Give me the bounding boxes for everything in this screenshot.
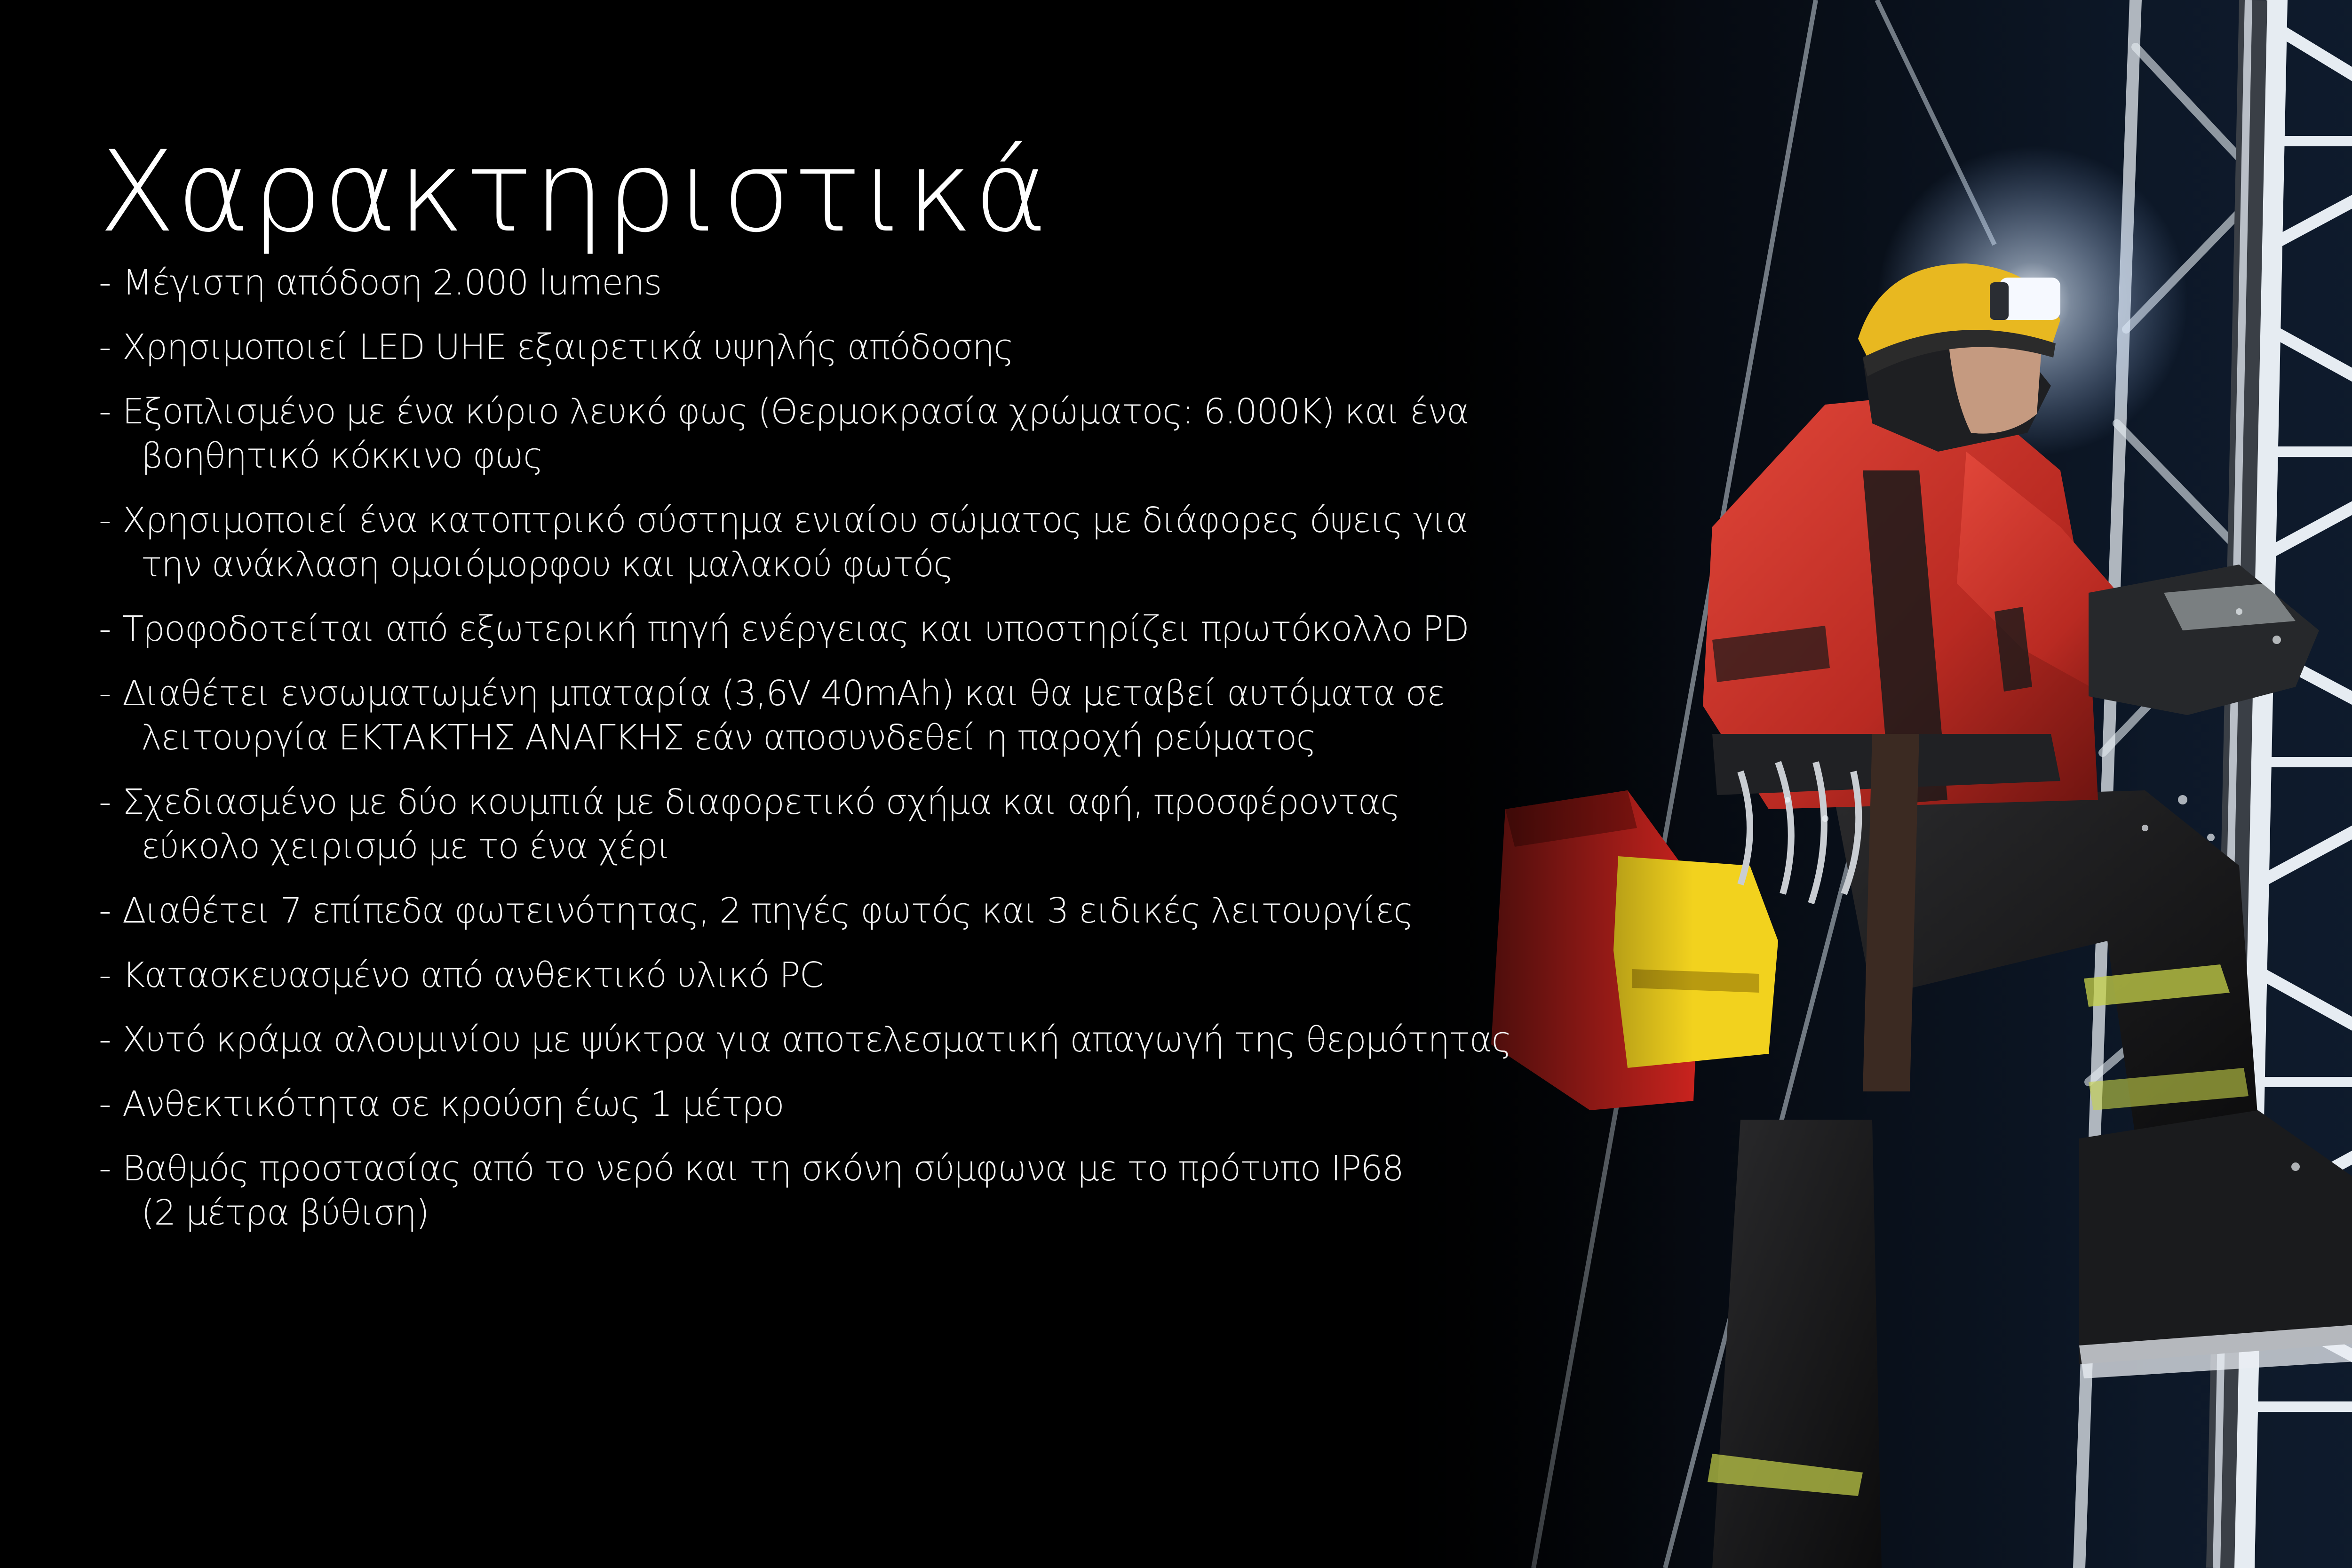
- bullet-dash: -: [99, 327, 111, 367]
- feature-item: [99, 1082, 1534, 1126]
- feature-item: [99, 1146, 1534, 1235]
- bullet-dash: -: [99, 500, 111, 541]
- feature-text: Χυτό κράμα αλουμινίου με ψύκτρα για αποτελεσματική απαγωγή της θερμότητας: [122, 1019, 1511, 1060]
- bullet-dash: -: [99, 782, 111, 822]
- feature-text-continuation: εύκολο χειρισμό με το ένα χέρι: [141, 826, 670, 867]
- bullet-dash: -: [99, 1148, 111, 1189]
- bullet-dash: -: [99, 609, 111, 649]
- feature-item: [99, 261, 1534, 305]
- bullet-dash: -: [99, 673, 111, 714]
- feature-item: [99, 607, 1534, 651]
- feature-text-continuation: (2 μέτρα βύθιση): [141, 1193, 429, 1233]
- feature-item: [99, 325, 1534, 369]
- feature-text: Διαθέτει ενσωματωμένη μπαταρία (3,6V 40mAh) και θα μεταβεί αυτόματα σε: [122, 673, 1445, 714]
- feature-text-continuation: λειτουργία ΕΚΤΑΚΤΗΣ ΑΝΑΓΚΗΣ εάν αποσυνδεθεί η παροχή ρεύματος: [141, 717, 1316, 758]
- feature-text: Εξοπλισμένο με ένα κύριο λευκό φως (Θερμοκρασία χρώματος: 6.000K) και ένα: [122, 391, 1469, 432]
- feature-item: [99, 498, 1534, 587]
- feature-item: [99, 953, 1534, 997]
- feature-text: Ανθεκτικότητα σε κρούση έως 1 μέτρο: [122, 1084, 784, 1124]
- feature-item: [99, 780, 1534, 868]
- feature-text: Τροφοδοτείται από εξωτερική πηγή ενέργειας και υποστηρίζει πρωτόκολλο PD: [122, 609, 1469, 649]
- feature-text: Κατασκευασμένο από ανθεκτικό υλικό PC: [122, 955, 823, 995]
- feature-item: [99, 1018, 1534, 1062]
- features-list: [99, 261, 1534, 1235]
- bullet-dash: -: [99, 391, 111, 432]
- features-panel: [99, 127, 1534, 1255]
- bullet-dash: -: [99, 1084, 111, 1124]
- feature-item: [99, 889, 1534, 933]
- feature-text: Σχεδιασμένο με δύο κουμπιά με διαφορετικό σχήμα και αφή, προσφέροντας: [122, 782, 1400, 822]
- feature-text: Χρησιμοποιεί LED UHE εξαιρετικά υψηλής απόδοσης: [122, 327, 1014, 367]
- feature-item: [99, 671, 1534, 760]
- feature-text: Διαθέτει 7 επίπεδα φωτεινότητας, 2 πηγές φωτός και 3 ειδικές λειτουργίες: [122, 891, 1413, 931]
- feature-text: Μέγιστη απόδοση 2.000 lumens: [122, 263, 661, 303]
- feature-text: Βαθμός προστασίας από το νερό και τη σκόνη σύμφωνα με το πρότυπο IP68: [122, 1148, 1404, 1189]
- feature-text-continuation: βοηθητικό κόκκινο φως: [141, 436, 543, 476]
- bullet-dash: -: [99, 263, 111, 303]
- page-title: Χαρακτηριστικά: [99, 127, 1049, 257]
- bullet-dash: -: [99, 1019, 111, 1060]
- bullet-dash: -: [99, 955, 111, 995]
- bullet-dash: -: [99, 891, 111, 931]
- feature-text: Χρησιμοποιεί ένα κατοπτρικό σύστημα ενιαίου σώματος με διάφορες όψεις για: [122, 500, 1468, 541]
- feature-item: [99, 390, 1534, 478]
- feature-text-continuation: την ανάκλαση ομοιόμορφου και μαλακού φωτός: [141, 544, 954, 585]
